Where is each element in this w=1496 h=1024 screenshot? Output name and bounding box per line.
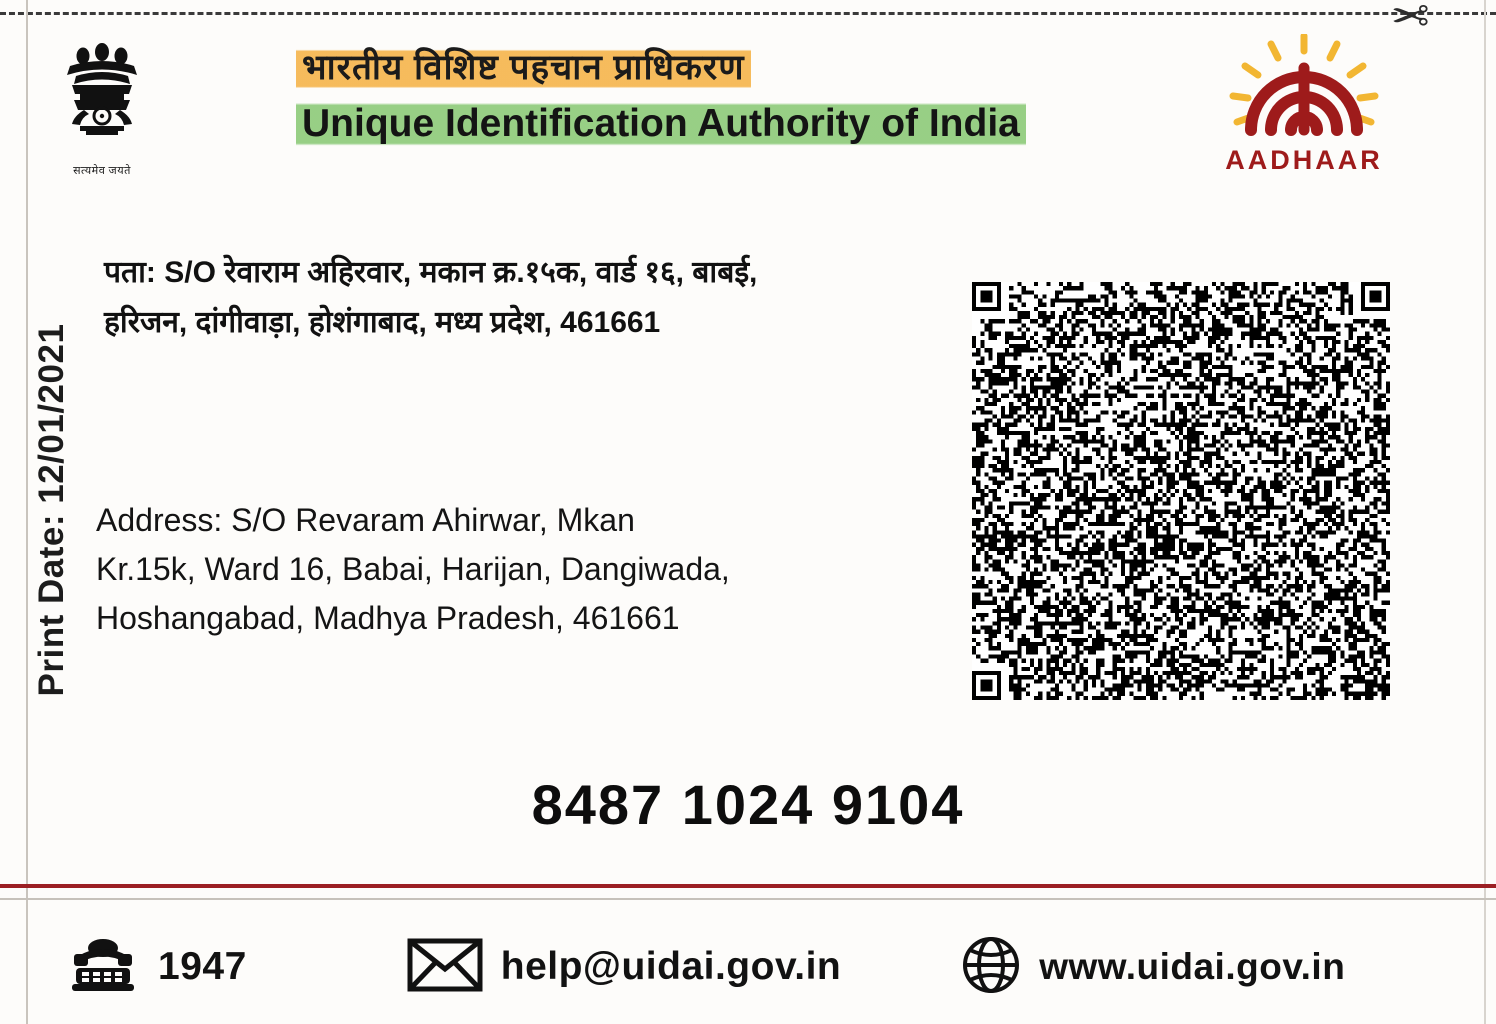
card-left-border <box>26 0 28 1024</box>
national-emblem-icon <box>42 40 162 190</box>
authority-title-english <box>296 100 1026 148</box>
envelope-icon <box>407 937 483 998</box>
aadhaar-number: 8487 1024 9104 <box>531 773 965 836</box>
footer-email[interactable] <box>407 937 841 998</box>
footer-email-address: help@uidai.gov.in <box>500 945 842 988</box>
scissors-icon: ✂ <box>1391 0 1430 42</box>
print-date: Print Date: 12/01/2021 <box>32 323 71 697</box>
footer-phone-number: 1947 <box>158 945 247 988</box>
footer-divider-red <box>0 884 1496 888</box>
authority-title-english-main: Unique Identification Authority <box>302 102 871 145</box>
authority-title-hindi: भारतीय विशिष्ट पहचान प्राधिकरण <box>296 46 751 90</box>
footer-website[interactable] <box>961 935 1345 1000</box>
footer-divider-grey <box>0 898 1496 900</box>
cut-line <box>0 0 1496 42</box>
address-hindi-line-1: पता: S/O रेवाराम अहिरवार, मकान क्र.१५क, वार्ड १६, बाबई, <box>104 256 758 289</box>
aadhaar-logo-icon <box>1204 34 1404 174</box>
globe-icon <box>961 935 1021 1000</box>
address-hindi <box>104 248 904 348</box>
footer-website-url: www.uidai.gov.in <box>1039 946 1346 987</box>
telephone-icon <box>66 936 140 999</box>
footer <box>0 910 1496 1024</box>
address-english-line-3: Hoshangabad, Madhya Pradesh, 461661 <box>96 600 680 636</box>
footer-phone[interactable] <box>66 936 247 999</box>
aadhaar-wordmark: AADHAAR <box>1225 145 1383 175</box>
address-hindi-line-2: हरिजन, दांगीवाड़ा, होशंगाबाद, मध्य प्रदेश, 461661 <box>104 306 661 339</box>
authority-title-english-tail <box>870 102 881 145</box>
qr-code-icon <box>972 282 1390 700</box>
authority-title <box>296 46 1176 148</box>
emblem-motto: सत्यमेव जयते <box>73 165 131 177</box>
address-english-line-1: Address: S/O Revaram Ahirwar, Mkan <box>96 502 635 538</box>
address-english-line-2: Kr.15k, Ward 16, Babai, Harijan, Dangiwada, <box>96 551 730 587</box>
address-english <box>96 496 916 643</box>
card-right-border <box>1484 0 1486 1024</box>
authority-title-english-tail-text: of India <box>881 102 1020 145</box>
